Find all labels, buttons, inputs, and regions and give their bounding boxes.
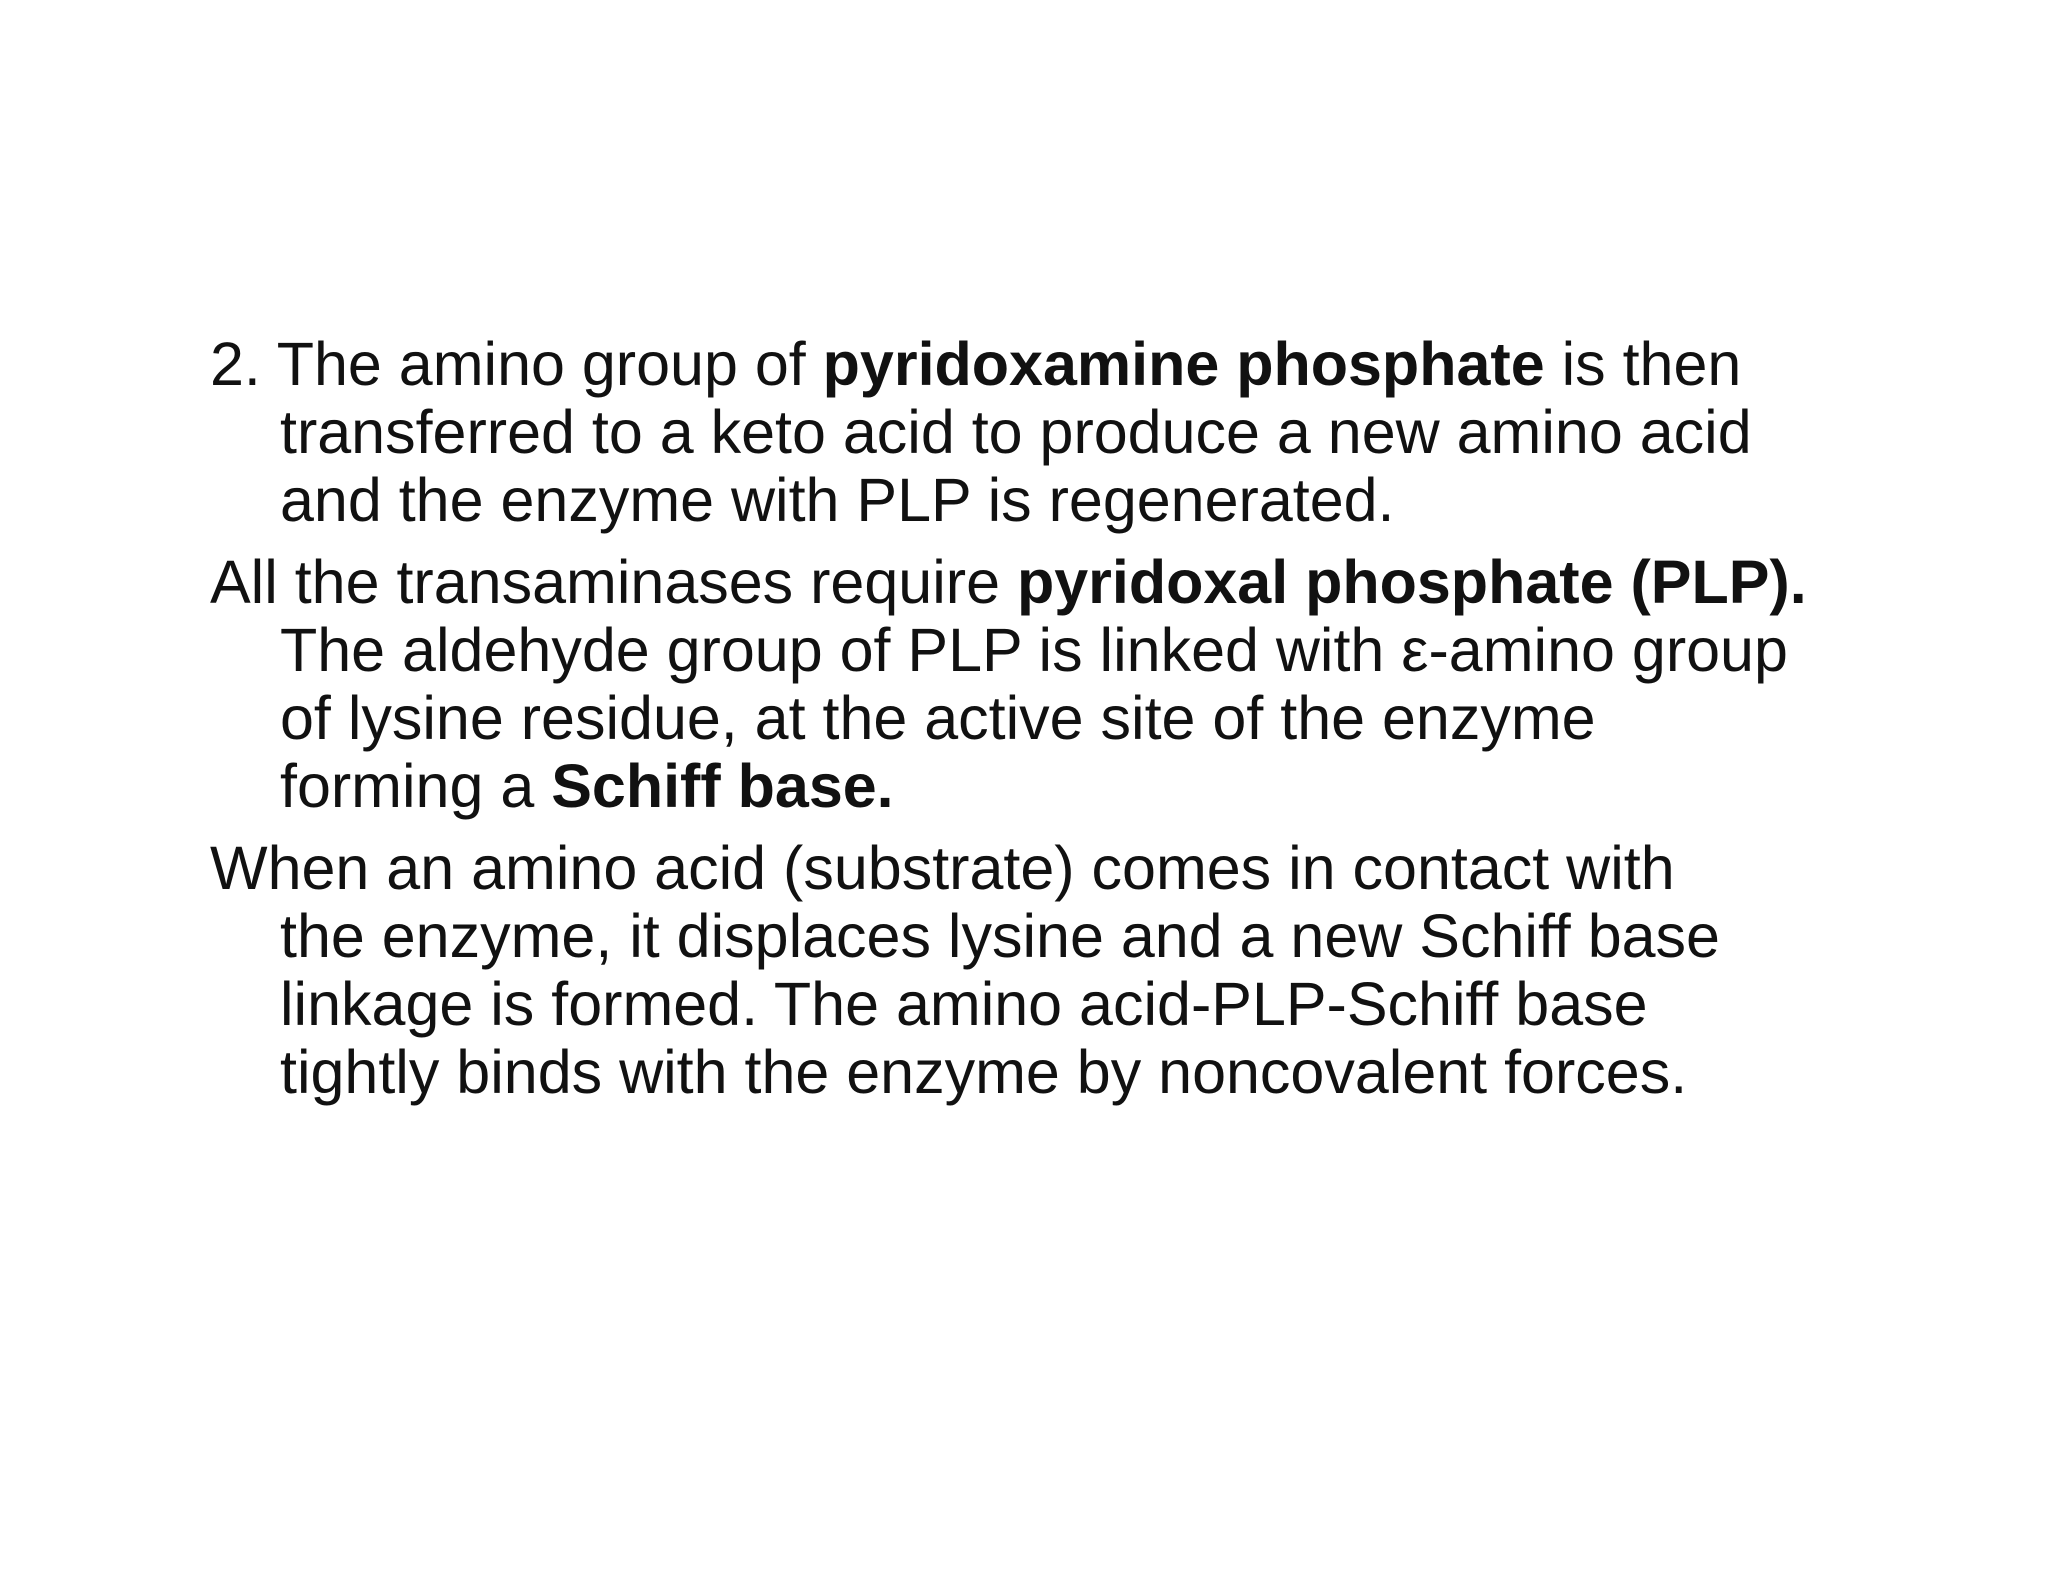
text-line	[210, 548, 1910, 616]
text-run: transferred to a keto acid to produce a new amino acid	[280, 398, 1752, 466]
paragraph-substrate-binding	[210, 834, 1910, 1106]
text-run: forming a	[280, 752, 552, 820]
text-line	[280, 902, 1910, 970]
text-line	[280, 616, 1910, 684]
text-run: The aldehyde group of PLP is linked with ε-amino group	[280, 616, 1788, 684]
text-line	[210, 834, 1910, 902]
bold-term-schiff-base: Schiff base.	[551, 752, 894, 820]
text-run: 2. The amino group of	[210, 330, 823, 398]
text-line	[210, 330, 1910, 398]
text-line	[280, 970, 1910, 1038]
paragraph-pmp-transfer	[210, 330, 1910, 534]
text-run: tightly binds with the enzyme by noncovalent forces.	[280, 1038, 1688, 1106]
text-run: All the transaminases require	[210, 548, 1017, 616]
paragraph-plp-requirement	[210, 548, 1910, 820]
text-run: When an amino acid (substrate) comes in contact with	[210, 834, 1675, 902]
text-run: of lysine residue, at the active site of the enzyme	[280, 684, 1596, 752]
text-line	[280, 1038, 1910, 1106]
text-line	[280, 466, 1910, 534]
slide-body	[210, 330, 1910, 1120]
text-run: and the enzyme with PLP is regenerated.	[280, 466, 1395, 534]
text-line	[280, 398, 1910, 466]
text-run: the enzyme, it displaces lysine and a new Schiff base	[280, 902, 1720, 970]
bold-term-pyridoxamine-phosphate: pyridoxamine phosphate	[822, 330, 1545, 398]
text-run: linkage is formed. The amino acid-PLP-Schiff base	[280, 970, 1648, 1038]
text-run: is then	[1544, 330, 1742, 398]
bold-term-pyridoxal-phosphate: pyridoxal phosphate (PLP).	[1016, 548, 1807, 616]
text-line	[280, 684, 1910, 752]
text-line	[280, 752, 1910, 820]
